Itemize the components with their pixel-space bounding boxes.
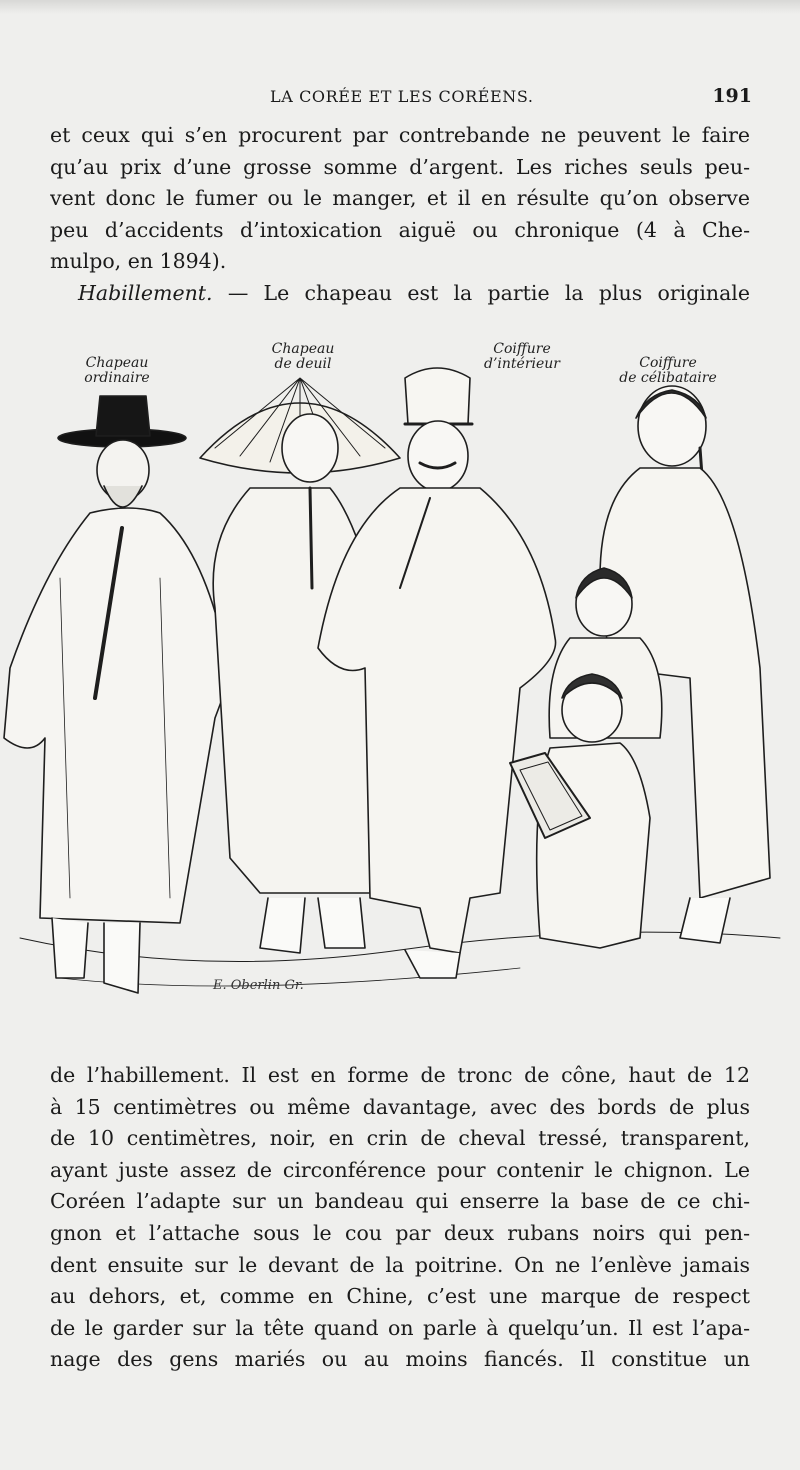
text-line: à 15 centimètres ou même davantage, avec des bords de plus (50, 1094, 750, 1119)
caption-line: Coiffure (493, 341, 551, 357)
engraver-signature: E. Oberlin Gr. (213, 978, 304, 993)
text-line: mulpo, en 1894). (50, 249, 227, 274)
running-head (48, 84, 752, 110)
text-line: Coréen l’adapte sur un bandeau qui enserre la base de ce chi- (50, 1189, 750, 1214)
text-line: gnon et l’attache sous le cou par deux rubans noirs qui pen- (50, 1220, 750, 1245)
caption-line: ordinaire (84, 370, 150, 386)
caption-line: de deuil (274, 356, 332, 372)
text-line: qu’au prix d’une grosse somme d’argent. Les riches seuls peu- (50, 154, 750, 179)
caption-interior-headdress (460, 342, 584, 372)
engraving-figure (0, 338, 800, 1010)
text-line: nage des gens mariés ou au moins fiancés. Il constitue un (50, 1347, 750, 1372)
caption-mourning-hat (248, 342, 358, 372)
text-line: peu d’accidents d’intoxication aiguë ou chronique (4 à Che- (50, 217, 750, 242)
caption-celibate-headdress (600, 356, 736, 386)
section-heading: Habillement. (78, 280, 213, 305)
text-line: et ceux qui s’en procurent par contrebande ne peuvent le faire (50, 123, 750, 147)
text-line: de l’habillement. Il est en forme de tronc de cône, haut de 12 (50, 1063, 750, 1087)
running-title: LA CORÉE ET LES CORÉENS. (270, 87, 534, 106)
text-line: de 10 centimètres, noir, en crin de cheval tressé, transparent, (50, 1126, 750, 1151)
text-line: ayant juste assez de circonférence pour contenir le chignon. Le (50, 1157, 750, 1182)
page-top-edge (0, 0, 800, 14)
caption-line: d’intérieur (484, 356, 560, 372)
text-line: au dehors, et, comme en Chine, c’est une marque de respect (50, 1284, 750, 1309)
figure-ordinary-hat-man (4, 396, 230, 993)
section-lead: — Le chapeau est la partie la plus originale (227, 280, 750, 305)
text-line: de le garder sur la tête quand on parle à quelqu’un. Il est l’apa- (50, 1315, 750, 1340)
page-number: 191 (712, 85, 752, 107)
caption-line: Chapeau (85, 355, 149, 371)
top-paragraph (50, 120, 750, 310)
text-line: vent donc le fumer ou le manger, et il en résulte qu’on observe (50, 186, 750, 211)
engraving-illustration (0, 338, 800, 1010)
text-line: dent ensuite sur le devant de la poitrine. On ne l’enlève jamais (50, 1252, 750, 1277)
caption-ordinary-hat (62, 356, 172, 386)
caption-line: Chapeau (271, 341, 335, 357)
bottom-paragraph (50, 1060, 750, 1376)
section-line (50, 278, 750, 310)
caption-line: de célibataire (619, 370, 717, 386)
caption-line: Coiffure (639, 355, 697, 371)
